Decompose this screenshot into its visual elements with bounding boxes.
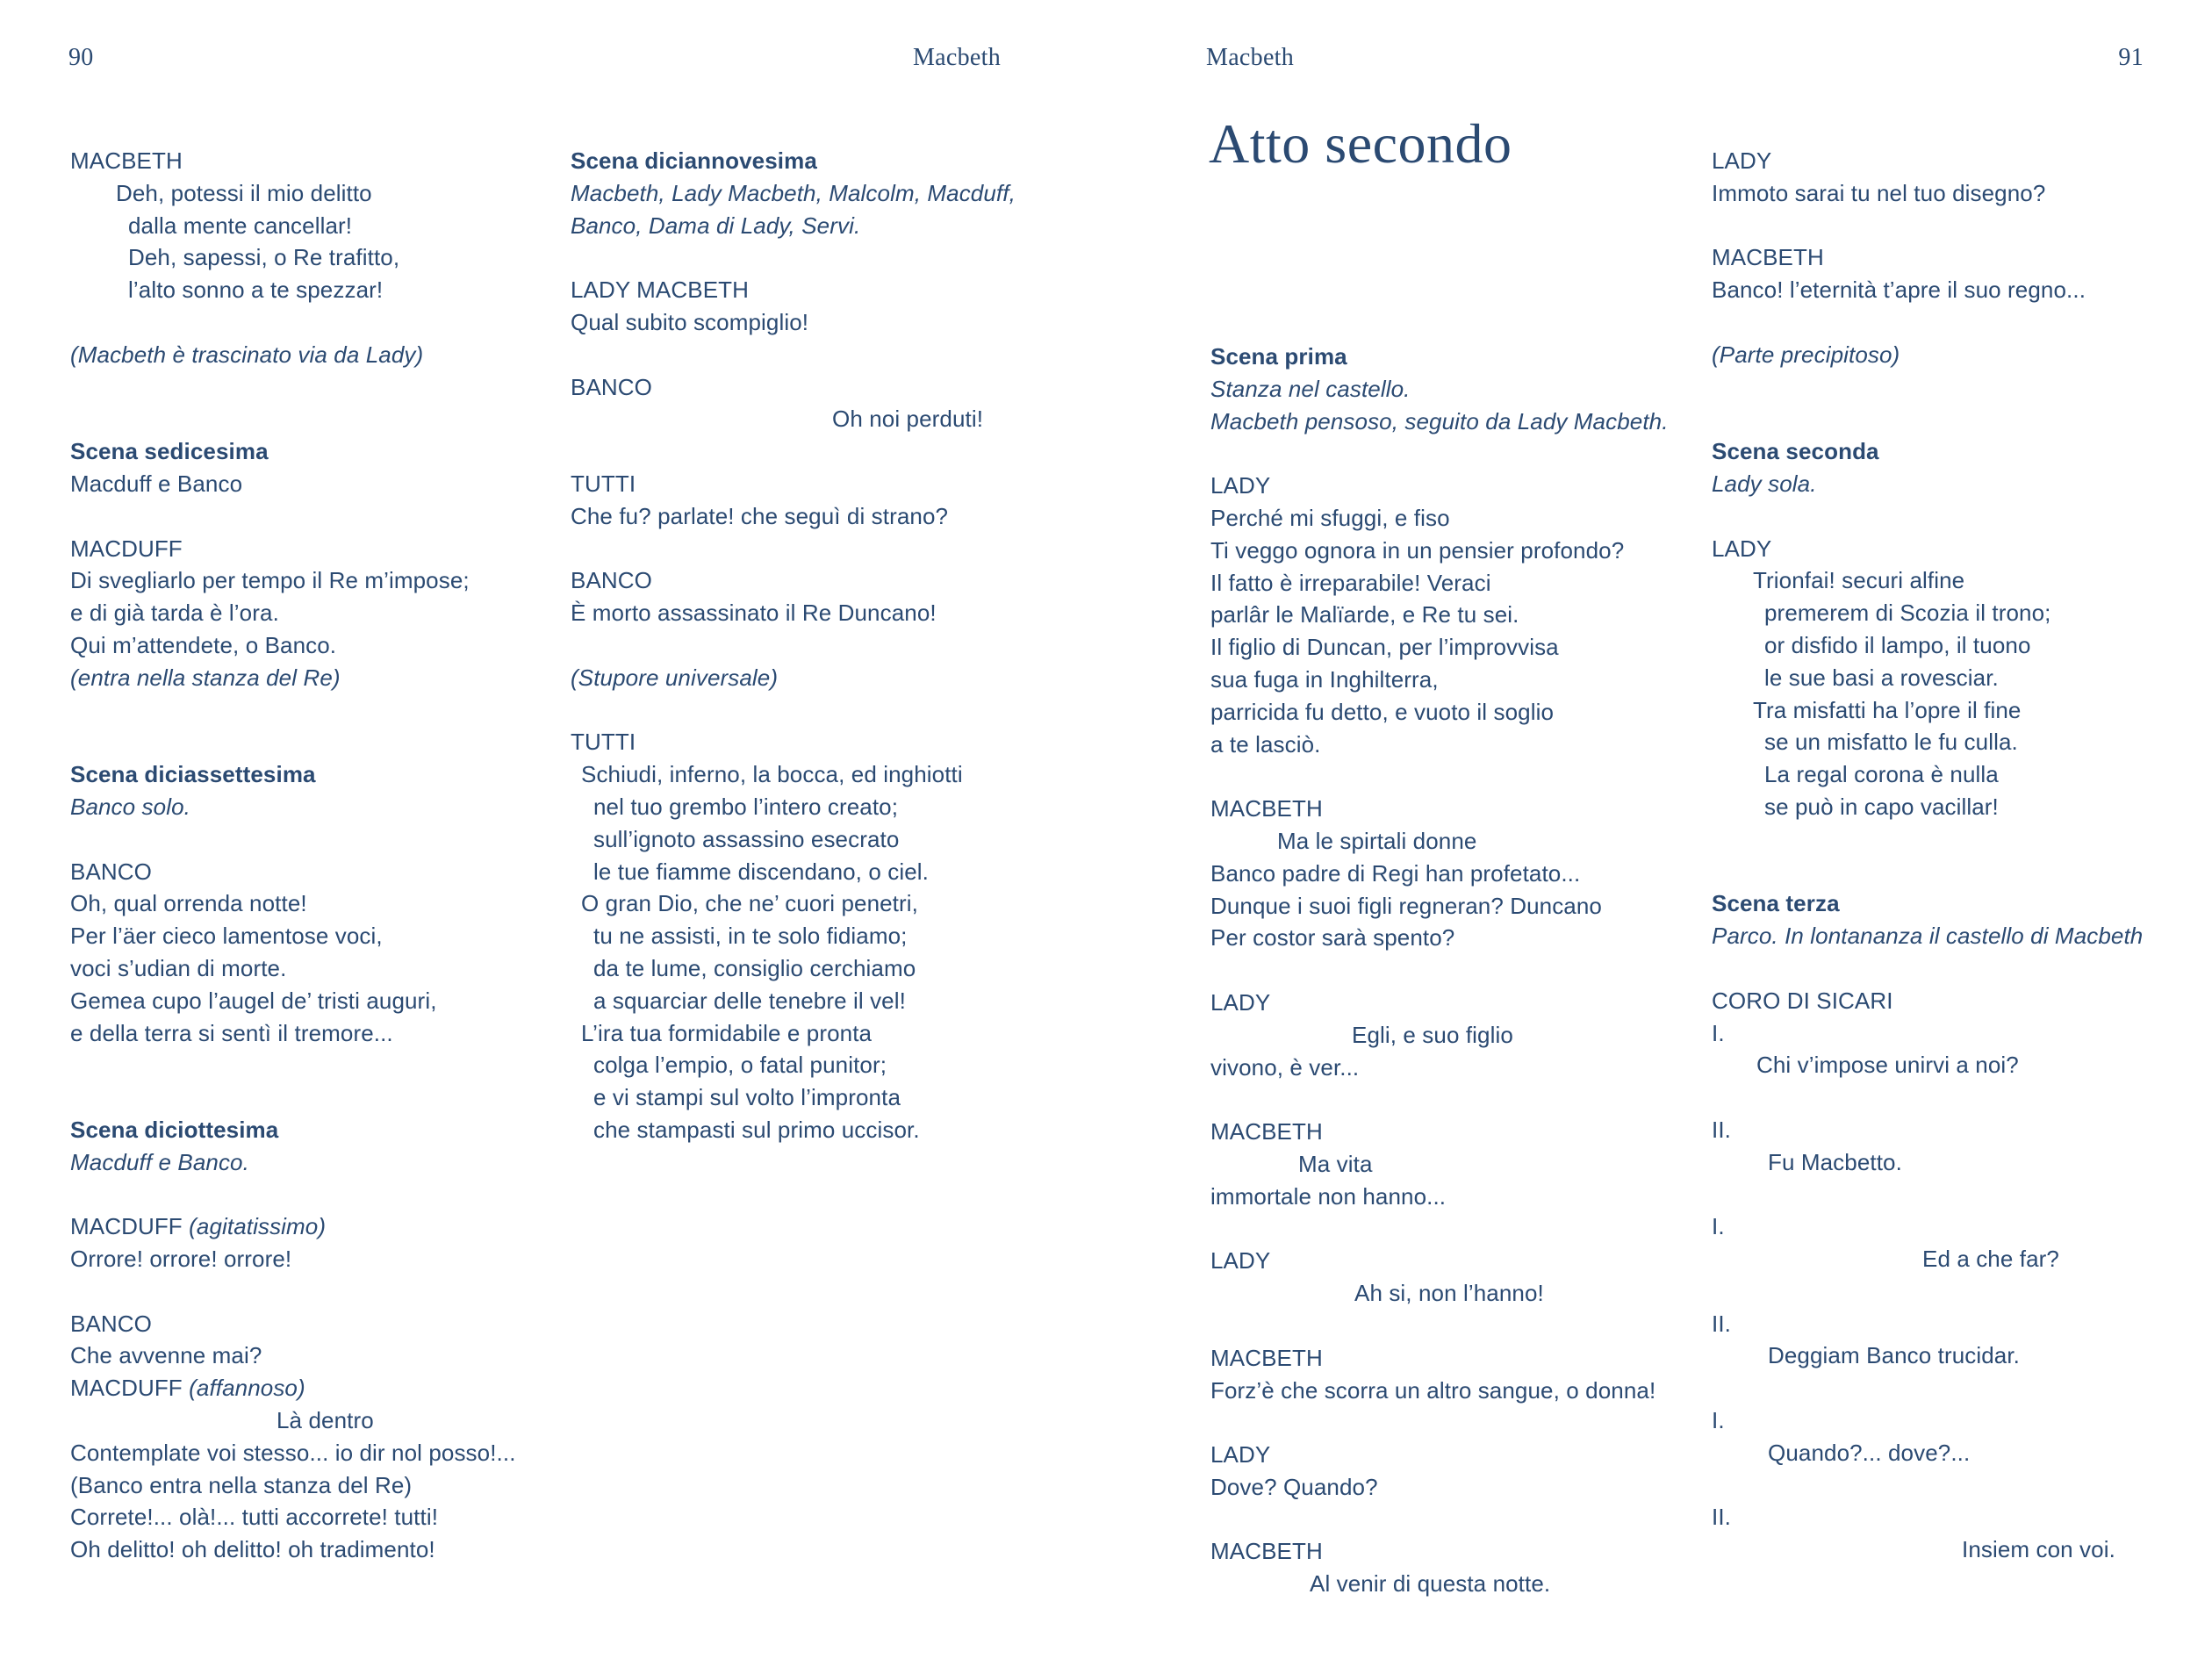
text-line: premerem di Scozia il trono; — [1764, 600, 2051, 627]
text-line: Banco! l’eternità t’apre il suo regno... — [1712, 276, 2086, 304]
text-line: O gran Dio, che ne’ cuori penetri, — [581, 890, 918, 917]
text-line: Stanza nel castello. — [1210, 375, 1411, 402]
text-block — [1712, 241, 2143, 306]
text-line: Scena seconda — [1712, 438, 1879, 465]
text-line: Il figlio di Duncan, per l’improvvisa — [1210, 634, 1559, 661]
text-line: II. — [1712, 1116, 1731, 1143]
text-block — [70, 758, 516, 823]
text-line: parricida fu detto, e vuoto il soglio — [1210, 698, 1555, 725]
text-line: Orrore! orrore! orrore! — [70, 1246, 292, 1273]
text-line: LADY — [1210, 1441, 1271, 1469]
text-line: or disfido il lampo, il tuono — [1764, 631, 2031, 658]
text-line: MACBETH — [1210, 795, 1323, 822]
text-line: (Macbeth è trascinato via da Lady) — [70, 341, 424, 368]
text-block — [1712, 145, 2143, 210]
text-line: Ma vita — [1298, 1150, 1373, 1177]
text-block — [1210, 1245, 1669, 1310]
text-block — [1210, 341, 1669, 437]
text-line: Lady sola. — [1712, 470, 1817, 497]
left-page-column-2 — [571, 145, 1016, 1146]
text-block — [70, 1210, 516, 1275]
right-page-column-1 — [1210, 341, 1669, 1600]
text-line: LADY — [1210, 472, 1271, 499]
text-line: Parco. In lontananza il castello di Macbeth — [1712, 923, 2144, 950]
text-line: Scena prima — [1210, 343, 1347, 370]
text-block — [70, 145, 516, 306]
text-block — [1712, 1308, 2143, 1373]
text-block — [70, 533, 516, 694]
text-line: Ti veggo ognora in un pensier profondo? — [1210, 536, 1625, 564]
text-line: e della terra si sentì il tremore... — [70, 1019, 393, 1046]
text-line: a squarciar delle tenebre il vel! — [593, 987, 906, 1014]
text-line: tu ne assisti, in te solo fidiamo; — [593, 923, 908, 950]
text-line: I. — [1712, 1407, 1725, 1434]
text-line: MACDUFF (agitatissimo) — [70, 1213, 327, 1240]
page-number-left: 90 — [68, 44, 94, 71]
page-number-right: 91 — [2118, 44, 2144, 71]
text-line: Gemea cupo l’augel de’ tristi auguri, — [70, 987, 437, 1014]
text-line: Banco solo. — [70, 793, 190, 820]
text-line: Banco padre di Regi han profetato... — [1210, 859, 1581, 887]
text-line: (Parte precipitoso) — [1712, 341, 1900, 368]
text-block — [1712, 339, 2143, 371]
text-line: Contemplate voi stesso... io dir nol posso!... — [70, 1439, 516, 1466]
text-line: CORO DI SICARI — [1712, 987, 1893, 1014]
text-block — [1210, 470, 1669, 760]
text-line: (Banco entra nella stanza del Re) — [70, 1471, 413, 1498]
text-line: Egli, e suo figlio — [1352, 1021, 1513, 1048]
text-block — [1712, 435, 2143, 500]
text-line: II. — [1712, 1504, 1731, 1531]
text-line: e vi stampi sul volto l’impronta — [593, 1084, 901, 1111]
text-line: MACDUFF (affannoso) — [70, 1375, 305, 1402]
text-line: I. — [1712, 1213, 1725, 1240]
text-line: sua fuga in Inghilterra, — [1210, 665, 1439, 693]
text-line: Qual subito scompiglio! — [571, 308, 809, 335]
text-block — [571, 564, 1016, 629]
text-block — [70, 856, 516, 1050]
text-line: vivono, è ver... — [1210, 1053, 1360, 1081]
text-line: Dunque i suoi figli regneran? Duncano — [1210, 892, 1602, 919]
text-line: L’ira tua formidabile e pronta — [581, 1019, 873, 1046]
text-line: e di già tarda è l’ora. — [70, 600, 279, 627]
text-line: Che fu? parlate! che seguì di strano? — [571, 502, 949, 529]
text-line: (Stupore universale) — [571, 664, 779, 691]
text-line: Per costor sarà spento? — [1210, 924, 1455, 952]
right-page-column-2 — [1712, 145, 2143, 1566]
text-line: Banco, Dama di Lady, Servi. — [571, 212, 861, 239]
text-line: Deh, potessi il mio delitto — [116, 179, 372, 206]
text-line: Quando?... dove?... — [1768, 1439, 1971, 1466]
text-line: Correte!... olà!... tutti accorrete! tutti! — [70, 1504, 439, 1531]
text-block — [571, 145, 1016, 241]
text-line: Schiudi, inferno, la bocca, ed inghiotti — [581, 761, 963, 788]
text-line: I. — [1712, 1019, 1725, 1046]
text-line: Immoto sarai tu nel tuo disegno? — [1712, 179, 2046, 206]
text-line: MACBETH — [1712, 244, 1824, 271]
text-line: MACBETH — [1210, 1118, 1323, 1146]
text-line: Tra misfatti ha l’opre il fine — [1753, 696, 2022, 723]
text-block — [1210, 1535, 1669, 1600]
text-line: Per l’äer cieco lamentose voci, — [70, 923, 383, 950]
text-block — [1712, 1114, 2143, 1179]
text-line: Perché mi sfuggi, e fiso — [1210, 504, 1450, 531]
text-line: LADY — [1210, 988, 1271, 1016]
text-line: Il fatto è irreparabile! Veraci — [1210, 569, 1491, 596]
text-block — [1712, 533, 2143, 823]
text-line: sull’ignoto assassino esecrato — [593, 825, 900, 852]
text-block — [1712, 887, 2143, 952]
text-line: Ed a che far? — [1922, 1246, 2059, 1273]
text-block — [1210, 1342, 1669, 1407]
text-block — [571, 468, 1016, 533]
text-line: parlâr le Malïarde, e Re tu sei. — [1210, 601, 1519, 628]
text-block — [70, 1308, 516, 1566]
text-line: Oh, qual orrenda notte! — [70, 890, 307, 917]
text-line: l’alto sonno a te spezzar! — [128, 276, 384, 304]
text-line: (entra nella stanza del Re) — [70, 664, 341, 691]
text-line: LADY — [1210, 1247, 1271, 1275]
text-line: Ma le spirtali donne — [1277, 827, 1477, 854]
text-block — [571, 274, 1016, 339]
text-line: Scena diciottesima — [70, 1116, 279, 1143]
text-line: Macbeth pensoso, seguito da Lady Macbeth. — [1210, 407, 1669, 434]
text-block — [1712, 1210, 2143, 1275]
text-line: La regal corona è nulla — [1764, 761, 1999, 788]
text-line: nel tuo grembo l’intero creato; — [593, 793, 899, 820]
text-line: da te lume, consiglio cerchiamo — [593, 954, 916, 981]
text-line: Là dentro — [276, 1407, 374, 1434]
act-title: Atto secondo — [1209, 112, 1512, 175]
text-line: Oh noi perduti! — [832, 406, 984, 433]
text-line: Ah si, non l’hanno! — [1354, 1280, 1544, 1307]
text-line: Macduff e Banco. — [70, 1148, 249, 1175]
text-block — [1712, 1501, 2143, 1566]
text-line: MACBETH — [70, 147, 183, 174]
text-block — [70, 1114, 516, 1179]
left-page-column-1 — [70, 145, 516, 1566]
text-block — [1210, 1439, 1669, 1504]
text-line: Chi v’impose unirvi a noi? — [1756, 1052, 2019, 1079]
text-line: Qui m’attendete, o Banco. — [70, 631, 337, 658]
text-line: BANCO — [571, 567, 652, 594]
text-line: le tue fiamme discendano, o ciel. — [593, 858, 929, 885]
text-line: se un misfatto le fu culla. — [1764, 729, 2018, 756]
text-line: BANCO — [571, 373, 652, 400]
text-line: Dove? Quando? — [1210, 1473, 1378, 1500]
text-line: Scena diciannovesima — [571, 147, 817, 174]
running-head-left: Macbeth — [912, 44, 1001, 71]
text-block — [1712, 1404, 2143, 1469]
text-line: LADY MACBETH — [571, 276, 749, 304]
text-block — [70, 435, 516, 500]
text-line: Al venir di questa notte. — [1310, 1570, 1551, 1598]
text-block — [70, 339, 516, 371]
text-block — [571, 726, 1016, 1146]
text-line: Fu Macbetto. — [1768, 1148, 1902, 1175]
text-line: se può in capo vacillar! — [1764, 793, 1999, 820]
text-line: Trionfai! securi alfine — [1753, 567, 1965, 594]
text-line: voci s’udian di morte. — [70, 954, 287, 981]
text-block — [1210, 1116, 1669, 1212]
text-line: È morto assassinato il Re Duncano! — [571, 600, 937, 627]
text-line: Deggiam Banco trucidar. — [1768, 1342, 2021, 1369]
text-line: Macbeth, Lady Macbeth, Malcolm, Macduff, — [571, 179, 1016, 206]
text-block — [1210, 793, 1669, 954]
text-line: TUTTI — [571, 729, 636, 756]
text-line: Scena diciassettesima — [70, 761, 316, 788]
text-line: colga l’empio, o fatal punitor; — [593, 1052, 887, 1079]
text-line: MACBETH — [1210, 1344, 1323, 1371]
text-line: Macduff e Banco — [70, 470, 243, 497]
text-block — [571, 371, 1016, 436]
text-line: dalla mente cancellar! — [128, 212, 353, 239]
text-line: a te lasciò. — [1210, 730, 1321, 758]
text-line: immortale non hanno... — [1210, 1182, 1447, 1210]
text-line: Scena sedicesima — [70, 438, 269, 465]
stage-direction-inline: (affannoso) — [189, 1375, 305, 1402]
text-line: LADY — [1712, 147, 1772, 174]
text-block — [1210, 987, 1669, 1083]
text-line: TUTTI — [571, 470, 636, 497]
text-line: Oh delitto! oh delitto! oh tradimento! — [70, 1536, 435, 1563]
text-block — [571, 662, 1016, 694]
text-line: BANCO — [70, 1310, 152, 1337]
text-line: Che avvenne mai? — [70, 1342, 262, 1369]
text-line: Di svegliarlo per tempo il Re m’impose; — [70, 567, 470, 594]
text-line: LADY — [1712, 535, 1772, 562]
running-head-right: Macbeth — [1206, 44, 1295, 71]
text-line: Deh, sapessi, o Re trafitto, — [128, 244, 400, 271]
stage-direction-inline: (agitatissimo) — [189, 1213, 327, 1240]
text-line: MACDUFF — [70, 535, 183, 562]
text-block — [1712, 985, 2143, 1081]
text-line: che stampasti sul primo uccisor. — [593, 1116, 920, 1143]
text-line: le sue basi a rovesciar. — [1764, 664, 1999, 691]
text-line: II. — [1712, 1310, 1731, 1337]
text-line: Scena terza — [1712, 890, 1840, 917]
text-line: BANCO — [70, 858, 152, 885]
text-line: Forz’è che scorra un altro sangue, o donna! — [1210, 1376, 1656, 1404]
text-line: MACBETH — [1210, 1538, 1323, 1565]
text-line: Insiem con voi. — [1962, 1536, 2115, 1563]
